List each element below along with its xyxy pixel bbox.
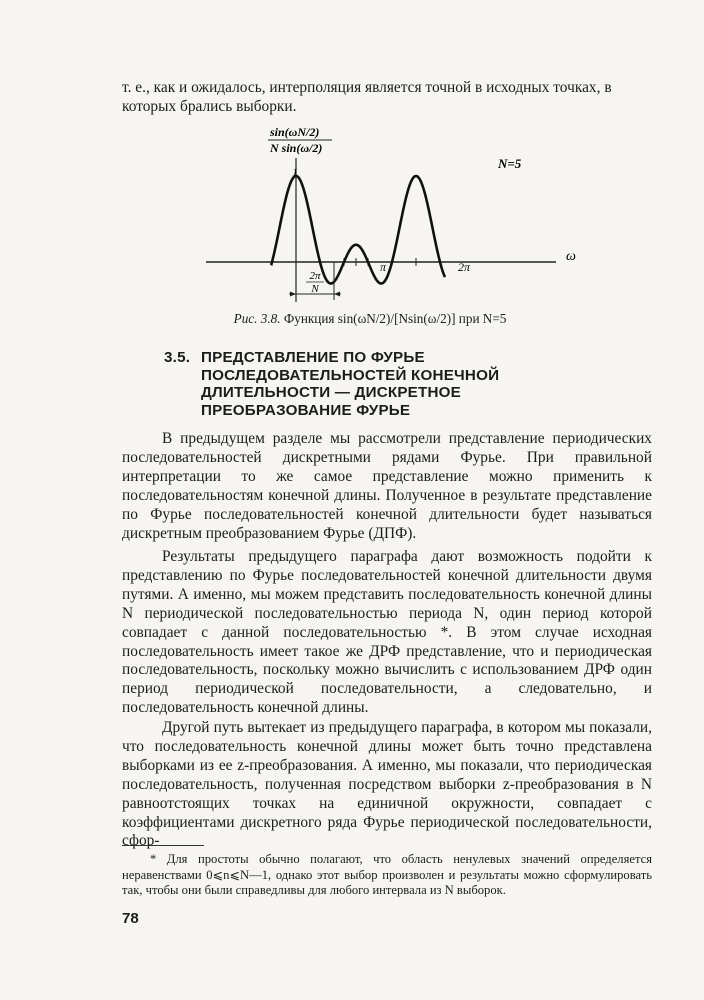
paragraph-1: В предыдущем разделе мы рассмотрели представление периодических последовательностей дискретными рядами Фурье. При правильной интерпретации то же самое представление можно применить к последовательностям конечной длины. Полученное в результате представление по Фурье последовательностей конечной длительности будет называться дискретным преобразованием Фурье (ДПФ). [122, 430, 652, 542]
paragraph-2: Результаты предыдущего параграфа дают возможность подойти к представлению по Фурье последовательностей конечной длительности двумя путями. А именно, мы можем представить последовательность конечной длины N периодической последовательностью периода N, один период которой совпадает с данной последовательностью *. В этом случае исходная последовательность имеет такое же ДРФ представление, что и периодическая последовательность, поскольку можно вычислить с использованием ДРФ один период периодической последовательности, а следовательно, и последовательность конечной длины. [122, 548, 652, 717]
section-title-line: ПРЕОБРАЗОВАНИЕ ФУРЬЕ [201, 401, 411, 419]
width-label-numerator: 2π [309, 270, 321, 282]
page-number: 78 [122, 910, 139, 927]
paragraph-3: Другой путь вытекает из предыдущего параграфа, в котором мы показали, что последовательность конечной длины может быть точно представлена выборками из ее z-преобразования. А именно, мы показали, что периодическая последовательность, полученная посредством выборки z-преобразования в N равноотстоящих точках на единичной окружности, совпадает с коэффициентами дискретного ряда Фурье периодической последовательности, сфор- [122, 719, 652, 850]
section-title-line: ПОСЛЕДОВАТЕЛЬНОСТЕЙ КОНЕЧНОЙ [201, 366, 500, 384]
footnote: * Для простоты обычно полагают, что область ненулевых значений определяется неравенствами 0⩽n⩽N—1, однако этот выбор произволен и результаты можно сформулировать так, чтобы они были справедливы для любого интервала из N выборок. [122, 852, 652, 897]
section-title-line: ДЛИТЕЛЬНОСТИ — ДИСКРЕТНОЕ [201, 384, 461, 401]
caption-text: Функция sin(ωN/2)/[Nsin(ω/2)] при N=5 [283, 311, 507, 326]
section-title-line: ПРЕДСТАВЛЕНИЕ ПО ФУРЬЕ [201, 349, 425, 366]
n-equals-label: N=5 [498, 156, 522, 171]
series-line [271, 176, 445, 284]
width-label-denominator: N [311, 283, 319, 295]
figure-caption [150, 311, 590, 327]
section-number: 3.5. [164, 349, 191, 366]
x-tick-label-pi: π [380, 260, 387, 274]
ylabel-numerator: sin(ωN/2) [270, 125, 320, 139]
y-tick-one-label: 1 [292, 165, 298, 179]
x-tick-label-2pi: 2π [458, 260, 471, 274]
ylabel-denominator: N sin(ω/2) [270, 141, 323, 155]
footnote-rule [122, 845, 204, 846]
omega-axis-label: ω [566, 249, 576, 264]
width-arrowhead-right [334, 292, 340, 297]
figure-3-8 [200, 122, 590, 308]
width-arrowhead-left [290, 292, 296, 297]
caption-prefix: Рис. 3.8. [233, 311, 281, 326]
intro-text: т. е., как и ожидалось, интерполяция является точной в исходных точках, в которых брались выборки. [122, 79, 612, 115]
